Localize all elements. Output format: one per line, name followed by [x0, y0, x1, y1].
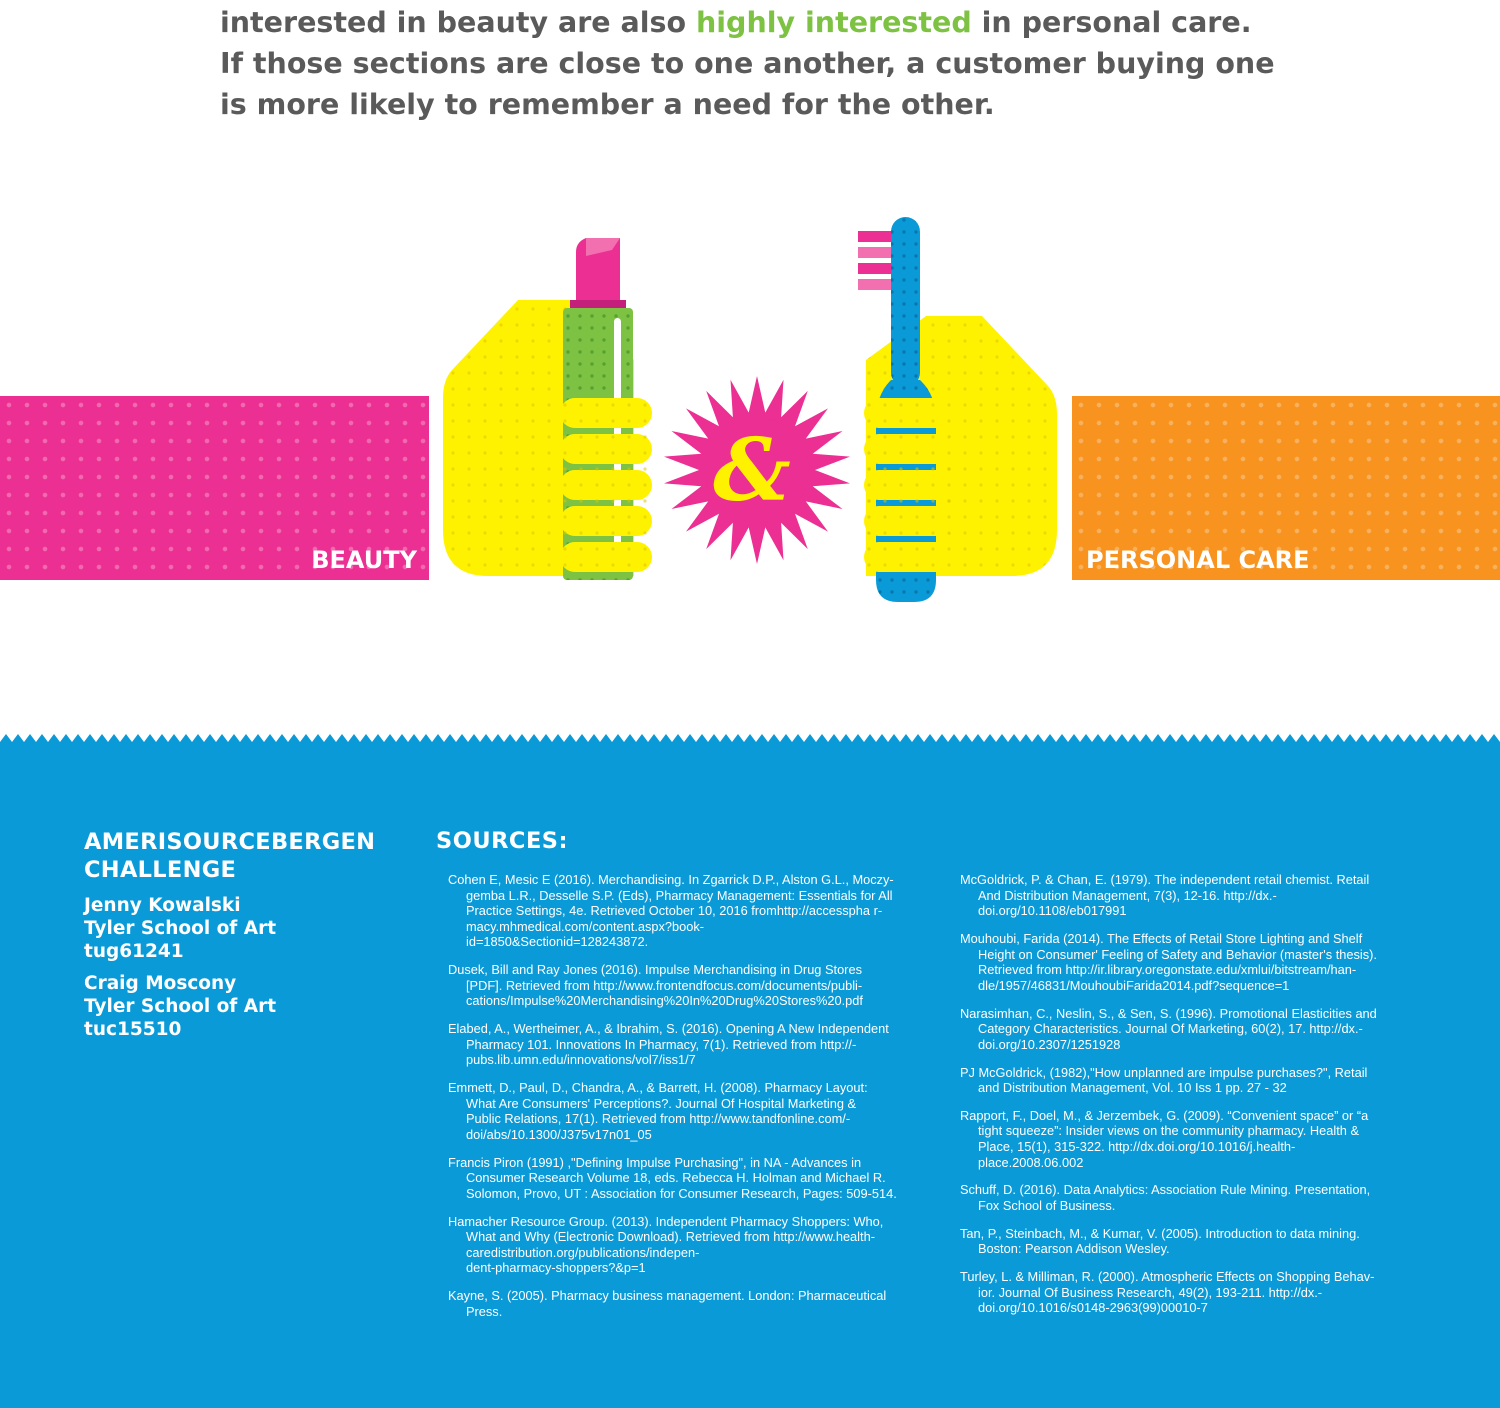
source-reference	[960, 1226, 1435, 1257]
person-school: Tyler School of Art	[84, 918, 277, 939]
source-reference-line: dle/1957/46831/MouhoubiFarida2014.pdf?sequence=1	[978, 977, 1290, 993]
source-reference-line: Pharmacy 101. Innovations In Pharmacy, 7(1). Retrieved from http://-	[466, 1036, 857, 1052]
ampersand-glyph: &	[713, 420, 791, 521]
source-reference	[960, 1108, 1435, 1170]
source-reference-line: doi.org/10.2307/1251928	[978, 1036, 1121, 1052]
source-reference-line: Solomon, Provo, UT : Association for Consumer Research, Pages: 509-514.	[466, 1185, 897, 1201]
source-reference-line: Press.	[466, 1303, 503, 1319]
source-reference	[448, 1214, 940, 1276]
challenge-title-line: CHALLENGE	[84, 857, 237, 883]
intro-text: in personal care.	[971, 6, 1252, 39]
source-reference-line: doi/abs/10.1300/J375v17n01_05	[466, 1126, 652, 1142]
source-reference	[448, 1155, 940, 1202]
source-reference-line: Cohen E, Mesic E (2016). Merchandising. In Zgarrick D.P., Alston G.L., Moczy-	[448, 872, 894, 887]
source-reference-line: Fox School of Business.	[978, 1198, 1116, 1214]
source-reference	[448, 1288, 940, 1319]
person-name: Jenny Kowalski	[84, 895, 241, 916]
source-reference-line: Kayne, S. (2005). Pharmacy business management. London: Pharmaceutical	[448, 1288, 887, 1304]
challenge-title	[84, 828, 414, 884]
left-hand-lipstick-icon	[443, 238, 652, 580]
source-reference-line: [PDF]. Retrieved from http://www.frontendfocus.com/documents/publi-	[466, 977, 863, 993]
source-reference-line: Turley, L. & Milliman, R. (2000). Atmospheric Effects on Shopping Behav-	[960, 1269, 1375, 1285]
source-reference-line: Height on Consumer' Feeling of Safety and Behavior (master's thesis).	[978, 946, 1377, 962]
source-reference-line: Public Relations, 17(1). Retrieved from http://www.tandfonline.com/-	[466, 1111, 851, 1127]
source-reference	[448, 872, 940, 950]
person-id: tug61241	[84, 941, 184, 962]
source-reference-line: and Distribution Management, Vol. 10 Iss 1 pp. 27 - 32	[978, 1080, 1287, 1096]
personal-care-label: PERSONAL CARE	[1086, 546, 1310, 574]
zigzag-divider	[0, 734, 1500, 746]
source-reference-line: macy.mhmedical.com/content.aspx?book-	[466, 918, 705, 934]
source-reference-line: cations/Impulse%20Merchandising%20In%20Drug%20Stores%20.pdf	[466, 993, 863, 1009]
source-reference-line: Schuff, D. (2016). Data Analytics: Association Rule Mining. Presentation,	[960, 1182, 1371, 1198]
source-reference-line: Tan, P., Steinbach, M., & Kumar, V. (2005). Introduction to data mining.	[960, 1225, 1360, 1241]
sources-column-right	[960, 872, 1435, 1328]
source-reference	[960, 931, 1435, 993]
source-reference	[960, 1006, 1435, 1053]
source-reference-line: doi.org/10.1108/eb017991	[978, 903, 1127, 919]
person-2	[84, 972, 414, 1041]
source-reference-line: Mouhoubi, Farida (2014). The Effects of Retail Store Lighting and Shelf	[960, 930, 1363, 946]
ampersand-burst-icon	[664, 376, 850, 564]
source-reference-line: Practice Settings, 4e. Retrieved October 10, 2016 fromhttp://accesspha r-	[466, 903, 883, 919]
source-reference-line: Francis Piron (1991) ,"Defining Impulse Purchasing", in NA - Advances in	[448, 1154, 862, 1170]
source-reference-line: Hamacher Resource Group. (2013). Independent Pharmacy Shoppers: Who,	[448, 1213, 884, 1229]
source-reference-line: Category Characteristics. Journal Of Marketing, 60(2), 17. http://dx.-	[978, 1021, 1363, 1037]
intro-line-2: If those sections are close to one another, a customer buying one	[220, 47, 1275, 80]
source-reference-line: pubs.lib.umn.edu/innovations/vol7/iss1/7	[466, 1052, 696, 1068]
source-reference-line: Dusek, Bill and Ray Jones (2016). Impulse Merchandising in Drug Stores	[448, 962, 862, 978]
sources-column-left	[448, 872, 940, 1332]
source-reference-line: dent-pharmacy-shoppers?&p=1	[466, 1260, 646, 1276]
person-school: Tyler School of Art	[84, 996, 277, 1017]
source-reference-line: doi.org/10.1016/s0148-2963(99)00010-7	[978, 1300, 1208, 1316]
source-reference-line: gemba L.R., Desselle S.P. (Eds), Pharmacy Management: Essentials for All	[466, 887, 893, 903]
source-reference	[448, 962, 940, 1009]
intro-line-3: is more likely to remember a need for the other.	[220, 88, 995, 121]
person-id: tuc15510	[84, 1019, 182, 1040]
person-1	[84, 894, 414, 963]
source-reference-line: Emmett, D., Paul, D., Chandra, A., & Barrett, H. (2008). Pharmacy Layout:	[448, 1080, 868, 1096]
source-reference-line: Elabed, A., Wertheimer, A., & Ibrahim, S. (2016). Opening A New Independent	[448, 1021, 889, 1037]
source-reference-line: tight squeeze”: Insider views on the community pharmacy. Health &	[978, 1123, 1360, 1139]
source-reference-line: What and Why (Electronic Download). Retrieved from http://www.health-	[466, 1229, 875, 1245]
intro-highlight: highly interested	[696, 6, 972, 39]
source-reference	[448, 1021, 940, 1068]
intro-text: interested in beauty are also	[220, 6, 696, 39]
source-reference	[960, 872, 1435, 919]
source-reference-line: Place, 15(1), 315-322. http://dx.doi.org/10.1016/j.health-	[978, 1139, 1296, 1155]
credits-block	[84, 828, 414, 1041]
source-reference-line: ior. Journal Of Business Research, 49(2), 193-211. http://dx.-	[978, 1284, 1323, 1300]
source-reference-line: Boston: Pearson Addison Wesley.	[978, 1241, 1170, 1257]
source-reference-line: And Distribution Management, 7(3), 12-16. http://dx.-	[978, 887, 1277, 903]
challenge-title-line: AMERISOURCEBERGEN	[84, 829, 376, 855]
source-reference-line: Narasimhan, C., Neslin, S., & Sen, S. (1996). Promotional Elasticities and	[960, 1005, 1377, 1021]
source-reference-line: caredistribution.org/publications/indepen-	[466, 1244, 700, 1260]
beauty-label: BEAUTY	[311, 546, 417, 574]
source-reference-line: place.2008.06.002	[978, 1154, 1084, 1170]
source-reference-line: Rapport, F., Doel, M., & Jerzembek, G. (2009). “Convenient space” or “a	[960, 1107, 1369, 1123]
source-reference-line: PJ McGoldrick, (1982),"How unplanned are impulse purchases?", Retail	[960, 1064, 1368, 1080]
source-reference-line: Retrieved from http://ir.library.oregonstate.edu/xmlui/bitstream/han-	[978, 962, 1357, 978]
source-reference-line: Consumer Research Volume 18, eds. Rebecca H. Holman and Michael R.	[466, 1170, 886, 1186]
source-reference	[960, 1269, 1435, 1316]
source-reference-line: id=1850&Sectionid=128243872.	[466, 934, 649, 950]
source-reference-line: What Are Consumers' Perceptions?. Journal Of Hospital Marketing &	[466, 1095, 857, 1111]
right-hand-toothbrush-icon	[858, 217, 1057, 602]
person-name: Craig Moscony	[84, 973, 237, 994]
source-reference	[960, 1182, 1435, 1213]
source-reference	[960, 1065, 1435, 1096]
source-reference	[448, 1080, 940, 1142]
sources-title: SOURCES:	[436, 828, 569, 854]
source-reference-line: McGoldrick, P. & Chan, E. (1979). The independent retail chemist. Retail	[960, 872, 1370, 887]
